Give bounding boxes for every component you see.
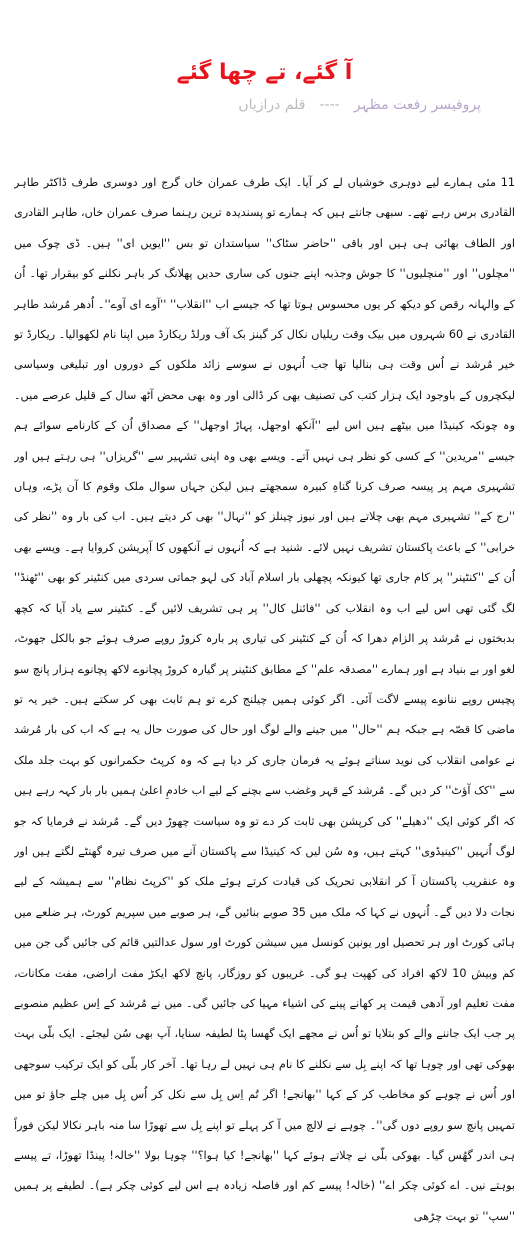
author-name: پروفیسر رفعت مظہر	[353, 97, 481, 113]
byline-separator: ----	[319, 97, 340, 113]
column-name: قلم درازیاں	[238, 97, 306, 113]
article-paragraph: 11 مئی ہمارے لیے دوہری خوشیاں لے کر آیا۔ ایک طرف عمران خاں گرج اور دوسری طرف ڈاکٹر طاہر القادری برس رہے تھے۔ سبھی جانتے ہیں کہ ہمارے تو پسندیدہ ترین رہنما صرف عمران خاں، طاہر القادری اور الطاف بھائی ہی ہیں اور باقی ''حاضر سٹاک'' سیاستدان تو بس ''ایویں ای'' ہیں۔ ڈی چوک میں ''مچلوں'' اور ''منچلیوں'' کا جوش وجذبہ اپنے جنوں کی ساری حدیں پھلانگ کر باہر نکلنے کو بیقرار تھا۔ اُن کے والہانہ رقص کو دیکھ کر یوں محسوس ہوتا تھا کہ جیسے اب ''انقلاب'' ''آوے ای آوے''۔ اُدھر مُرشد طاہر القادری نے 60 شہروں میں بیک وقت ریلیاں نکال کر گینز بک آف ورلڈ ریکارڈ میں اپنا نام لکھوالیا۔ ریکارڈ تو خیر مُرشد نے اُس وقت ہی بنالیا تھا جب اُنہوں نے سوسے زائد ملکوں کے دوروں اور تبلیغی وسیاسی لیکچروں کے باوجود ایک ہزار کتب کی تصنیف بھی کر ڈالی اور وہ بھی محض آٹھ سال کے قلیل عرصے میں۔ وہ چونکہ کینیڈا میں بیٹھے ہیں اس لیے ''آنکھ اوجھل، پہاڑ اوجھل'' کے مصداق اُن کے کارنامے سوائے ہم جیسے ''مریدین'' کے کسی کو نظر ہی نہیں آتے۔ ویسے بھی وہ اپنی تشہیر سے ''گریزاں'' ہی رہتے ہیں اور تشہیری مہم پر پیسہ صرف کرنا گناہِ کبیرہ سمجھتے ہیں لیکن جہاں سوال ملک وقوم کا آن پڑے، وہاں ''رج کے'' تشہیری مہم بھی چلاتے ہیں اور نیوز چینلز کو ''نہال'' بھی کر دیتے ہیں۔ اب کی بار وہ ''نظر کی خرابی'' کے باعث پاکستان تشریف نہیں لائے۔ شنید ہے کہ اُنہوں نے آنکھوں کا آپریشن کروایا ہے۔ ویسے بھی اُن کے ''کنٹینر'' پر کام جاری تھا کیونکہ پچھلی بار اسلام آباد کی لہو جماتی سردی میں کنٹینر کو بھی ''ٹھنڈ'' لگ گئی تھی اس لیے اب وہ انقلاب کی ''فائنل کال'' پر ہی تشریف لائیں گے۔ کنٹینر سے یاد آیا کہ کچھ بدبختوں نے مُرشد پر الزام دھرا کہ اُن کے کنٹینر کی تیاری پر بارہ کروڑ روپے صرف ہوئے جو بالکل جھوٹ، لغو اور بے بنیاد ہے اور ہمارے ''مصدقہ علم'' کے مطابق کنٹینر پر گیارہ کروڑ پچانوے لاکھ پچانوے ہزار پانچ سو پچیس روپے ننانوے پیسے لاگت آئی۔ اگر کوئی ہمیں چیلنج کرے تو ہم ثابت بھی کر سکتے ہیں۔ خیر یہ تو ماضی کا قصّہ ہے جبکہ ہم ''حال'' میں جینے والے لوگ اور حال کی صورت حال یہ ہے کہ اب کی بار مُرشد نے عوامی انقلاب کی نوید سناتے ہوئے یہ فرمان جاری کر دیا ہے کہ وہ کرپٹ حکمرانوں کو بہت جلد ملک سے ''کک آؤٹ'' کر دیں گے۔ مُرشد کے قہر وغضب سے بچنے کے لیے اب خادمِ اعلیٰ ہمیں بار بار کہہ رہے ہیں کہ اگر کوئی ایک ''دھیلے'' کی کرپشن بھی ثابت کر دے تو وہ سیاست چھوڑ دیں گے۔ مُرشد نے فرمایا کہ جو لوگ اُنہیں ''کینیڈوی'' کہتے ہیں، وہ سُن لیں کہ کینیڈا سے پاکستان آنے میں صرف تیرہ گھنٹے لگتے ہیں اور وہ عنقریب پاکستان آ کر انقلابی تحریک کی قیادت کرتے ہوئے ملک کو ''کرپٹ نظام'' سے ہمیشہ کے لیے نجات دلا دیں گے۔ اُنہوں نے کہا کہ ملک میں 35 صوبے بنائیں گے، ہر صوبے میں سپریم کورٹ، ہر ضلعے میں ہائی کورٹ اور ہر تحصیل اور یونین کونسل میں سیشن کورٹ اور سول عدالتیں قائم کی جائیں گی جن میں کم وبیش 10 لاکھ افراد کی کھپت ہو گی۔ غریبوں کو روزگار، پانچ لاکھ ایکڑ مفت اراضی، مفت مکانات، مفت تعلیم اور آدھی قیمت پر کھانے پینے کی اشیاء مہیا کی جائیں گی۔ میں نے مُرشد کے اِس عظیم منصوبے پر جب ایک جاننے والے کو بتلایا تو اُس نے مجھے ایک گھسا پٹا لطیفہ سنایا، آپ بھی سُن لیجئے۔ ایک بلّی بہت بھوکی تھی اور چوہا تھا کہ اپنے بِل سے نکلنے کا نام ہی نہیں لے رہا تھا۔ آخر کار بلّی کو ایک ترکیب سوجھی اور اُس نے چوہے کو مخاطب کر کے کہا ''بھانجے! اگر تُم اِس بِل سے نکل کر اُس بِل میں چلے جاؤ تو میں تمہیں پانچ سو روپے دوں گی''۔ چوہے نے لالچ میں آ کر پہلے تو اپنے بِل سے تھوڑا سا منہ باہر نکالا لیکن فوراً ہی اندر گھُس گیا۔ بھوکی بلّی نے چلاتے ہوئے کہا ''بھانجے! کیا ہوا؟'' چوہا بولا ''خالہ! پینڈا تھوڑا، تے پیسے بوہتے نیں۔ اے کوئی چکر اے'' (خالہ! پیسے کم اور فاصلہ زیادہ ہے اس لیے کوئی چکر ہے)۔ لطیفے پر ہمیں ''سپ'' تو بہت چڑھی	[14, 176, 515, 1223]
byline	[121, 92, 481, 118]
article-body	[14, 168, 515, 1246]
article-title: آ گئے، تے چھا گئے	[176, 60, 353, 85]
